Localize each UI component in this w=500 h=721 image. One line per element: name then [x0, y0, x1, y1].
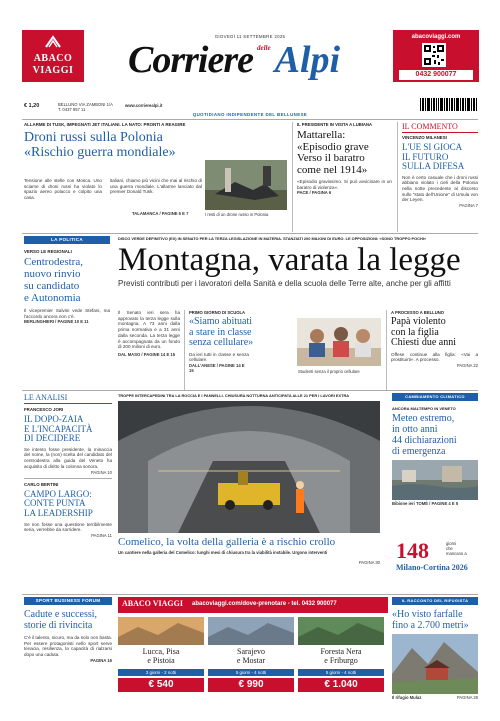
- ad-item-name-1: Foresta Nera: [320, 647, 362, 656]
- abaco-logo[interactable]: [22, 30, 84, 82]
- climate-byline: TOMÈ / PAGINE 4 E 5: [415, 501, 459, 506]
- politica-headline-3: su candidato: [24, 280, 80, 292]
- olympics-text-1: giorni: [446, 541, 457, 546]
- main-body: Il Senato ieri sera ha approvato la terza legge sulla montagna. A 73 anni dalla prima normativa e a 31 anni dalla seconda. La terza legge è accompagnata da un fondo di 200 milioni di euro.: [118, 310, 180, 350]
- sport-section[interactable]: [24, 597, 112, 715]
- analisi-headline-2c: LA LEADERSHIP: [24, 507, 93, 518]
- ad-item-name-1: Lucca, Pisa: [142, 647, 180, 656]
- president-headline-3: Verso il baratro: [297, 152, 365, 164]
- climate-section[interactable]: [392, 393, 478, 533]
- analisi-headline-1b: E L'INCAPACITÀ: [24, 423, 93, 434]
- politica-body: Il vicepremier Salvini vede Stefani, ma l'accordo ancora non c'è.: [24, 308, 110, 319]
- racconto-caption-row: [392, 695, 478, 701]
- qr-code-icon: [422, 43, 446, 67]
- main-kicker: DISCO VERDE DEFINITIVO (EX) IN SENATO PER LA TERZA LEGISLAZIONE IN MATERIA. STANZIATI 200 MILIONI DI EURO. LE OPPOSIZIONI: «SONO TROPPO POCHI»: [118, 236, 427, 241]
- newspaper-title: [128, 38, 368, 86]
- tunnel-kicker: TROPPE INTERCAPEDINI TRA LA ROCCIA E I PANNELLI. CHIUSURA NOTTURNA ANTICIPATA ALLE 21 PER I LAVORI EXTRA: [118, 393, 350, 398]
- process-headline-1: Papà violento: [391, 316, 446, 327]
- main-body-col: [118, 310, 180, 390]
- drone-caption: I resti di un drone russo in Polonia: [205, 212, 269, 217]
- politica-headline-2: nuovo rinvio: [24, 268, 81, 280]
- commento-headline-2: IL FUTURO: [402, 151, 449, 162]
- tunnel-caption: Un cantiere nella galleria del Comelico: lunghi mesi di chiusura tra la viabilità instabile. Urgono interventi: [118, 550, 328, 555]
- president-headline-1: Mattarella:: [297, 129, 346, 141]
- ad-item-photo: [298, 617, 384, 645]
- main-story[interactable]: [118, 236, 478, 306]
- divider-2: [22, 233, 478, 234]
- school-headline-1: «Siamo abituati: [189, 316, 253, 327]
- analisi-body-1: Se intento fosse presidente, la minaccia del nome, la (non) scelta del candidato del centrodestra alla guida del Veneto ha acquisito di diritto la colonna sonora.: [24, 446, 112, 469]
- sport-body: C'è il talento, sicuro, ma da solo non basta. Per essere protagonisti nello sport serve tenacia, resilienza, la capacità di rialzarsi dopo una caduta.: [24, 635, 112, 658]
- politica-byline: BERLINGHIERI / PAGINE 10 E 11: [24, 319, 89, 325]
- ad-item-days: 3 giorni - 2 notti: [118, 669, 204, 676]
- title-part-2: Alpi: [274, 39, 341, 81]
- commento-box[interactable]: [397, 122, 478, 232]
- politica-bar: LA POLITICA: [24, 236, 110, 244]
- ad-item-photo: [118, 617, 204, 645]
- racconto-headline-2: fino a 2.700 metri»: [392, 620, 469, 631]
- process-body: Offese continue alla figlia: «Vai a prostituirti». A processo.: [391, 351, 478, 363]
- lead-headline-2: «Rischio guerra mondiale»: [24, 145, 176, 160]
- ad-item-name-2: e Pistoia: [147, 655, 175, 665]
- analisi-headline-2b: CONTE PUNTA: [24, 498, 86, 509]
- analisi-page-2: PAGINA 11: [91, 532, 112, 538]
- lead-body-1: Tensione alle stelle con Mosca. Uno sciame di droni russi ha violato lo spazio aereo polacco e colpito una casa.: [24, 178, 102, 201]
- main-headline: Montagna, varata la legge: [118, 242, 461, 278]
- climate-headline-3: 44 dichiarazioni: [392, 435, 457, 446]
- school-caption: Studenti senza il proprio cellulare: [298, 369, 360, 374]
- ad-item-price: € 540: [118, 678, 204, 692]
- racconto-bar: IL RACCONTO DEL RIFUGISTA: [392, 597, 478, 605]
- climate-caption-name: Bibione ieri: [392, 501, 415, 506]
- president-headline-2: «Episodio grave: [297, 140, 369, 153]
- abaco-ad[interactable]: [118, 597, 388, 715]
- school-photo: [297, 318, 381, 366]
- analisi-page-1: PAGINA 10: [90, 469, 112, 475]
- olympics-counter[interactable]: [392, 538, 478, 588]
- analisi-divider: [24, 478, 112, 479]
- racconto-caption: Il rifugio Mulaz: [392, 695, 422, 700]
- president-byline: PACE / PAGINA 6: [297, 190, 332, 196]
- masthead-divider: [22, 119, 478, 120]
- title-part-1: Corriere: [128, 39, 253, 81]
- politica-section[interactable]: [24, 236, 110, 386]
- main-subhead: Previsti contributi per i lavoratori della Sanità e della scuola delle Terre alte, anche per gli affitti: [118, 279, 451, 288]
- tunnel-photo: [118, 401, 380, 533]
- school-article[interactable]: [184, 310, 294, 390]
- racconto-section[interactable]: [392, 597, 478, 715]
- climate-photo: [392, 460, 478, 500]
- climate-kicker: ANCORA MALTEMPO IN VENETO: [392, 406, 456, 411]
- divider-4: [22, 594, 478, 595]
- contact-line-2: T. 0437 957 11: [58, 107, 86, 112]
- commento-label: IL COMMENTO: [402, 122, 458, 131]
- process-article[interactable]: [386, 310, 478, 390]
- analisi-headline-1a: IL DOPO-ZAIA: [24, 414, 84, 424]
- ad-header: [118, 597, 388, 613]
- divider-3: [22, 390, 478, 391]
- lead-body-2: italiani, chiamo più vicini che mai al rischio di una guerra mondiale. L'allarme lanciato dal premier Donald Tusk.: [110, 178, 202, 195]
- title-part-small: delle: [257, 44, 271, 52]
- analisi-rule: [24, 403, 112, 404]
- school-body: Da ieri tutti in classe e senza cellulare.: [189, 351, 249, 363]
- ad-url[interactable]: abacoviaggi.com/dove-prenotare - tel. 0432 900077: [192, 601, 337, 607]
- politica-headline-1: Centrodestra,: [24, 256, 83, 268]
- ad-item-price: € 990: [208, 678, 294, 692]
- school-kicker: PRIMO GIORNO DI SCUOLA: [189, 310, 246, 315]
- climate-caption: [392, 501, 478, 506]
- ad-item-name-1: Sarajevo: [237, 647, 265, 656]
- sport-byline: PAGINA 16: [90, 657, 112, 663]
- abaco-site: abacoviaggi.com: [411, 34, 461, 40]
- ad-items: [118, 613, 388, 715]
- abaco-logo-text-1: ABACO: [33, 53, 73, 64]
- racconto-photo: [392, 634, 478, 694]
- tunnel-page: PAGINA 30: [358, 560, 380, 565]
- president-article[interactable]: [292, 122, 392, 232]
- process-kicker: A PROCESSO A BELLUNO: [391, 310, 445, 315]
- abaco-logo-mark-icon: [44, 35, 62, 49]
- main-byline: DAL MASO / PAGINE 14 E 15: [118, 351, 176, 357]
- process-page: PAGINA 22: [456, 362, 478, 368]
- commento-rule: [402, 132, 478, 133]
- sport-bar: SPORT BUSINESS FORUM: [24, 597, 112, 605]
- ad-item-name-2: e Mostar: [236, 655, 266, 665]
- ad-item[interactable]: [298, 617, 384, 713]
- olympics-event: Milano-Cortina 2026: [396, 563, 468, 572]
- drone-photo: [205, 160, 287, 210]
- contact-line-1: BELLUNO VIA ZAMBONI 1/A: [58, 102, 113, 107]
- barcode-icon: [420, 98, 478, 114]
- olympics-number: 148: [396, 538, 429, 563]
- ad-item-name-2: e Friburgo: [324, 655, 358, 665]
- abaco-logo-text-2: VIAGGI: [32, 65, 74, 76]
- commento-page: PAGINA 7: [459, 203, 478, 209]
- school-headline-2: a stare in classe: [189, 326, 252, 338]
- commento-body: Non è certo casuale che i droni russi abbiano violato i cieli della Polonia nella notte precedente al discorso sullo "stato dell'Unione" di Ursula von der Leyen.: [402, 174, 478, 203]
- politica-kicker: VERSO LE REGIONALI: [24, 249, 72, 254]
- school-headline-3: senza cellulare»: [189, 337, 254, 348]
- olympics-text-2: che: [446, 546, 453, 551]
- analisi-author-1: FRANCESCO JORI: [24, 407, 64, 412]
- analisi-label: LE ANALISI: [24, 393, 68, 402]
- analisi-section[interactable]: [24, 393, 112, 593]
- climate-headline-4: di emergenza: [392, 446, 446, 457]
- abaco-phone: 0432 900077: [399, 70, 473, 80]
- olympics-text-3: mancano a: [446, 551, 467, 556]
- climate-headline-2: in otto anni: [392, 424, 438, 435]
- sport-headline-2: storie di rivincita: [24, 620, 93, 631]
- commento-headline-3: SULLA DIFESA: [402, 161, 465, 171]
- price: € 1,20: [24, 103, 40, 109]
- analisi-body-2: Se non fosse una questione terribilmente seria, verrebbe da sorridere.: [24, 521, 112, 533]
- website-link[interactable]: www.corrierealpi.it: [125, 103, 163, 108]
- analisi-headline-1c: DI DECIDERE: [24, 433, 81, 444]
- tunnel-headline: Comelico, la volta della galleria è a rischio crollo: [118, 536, 336, 548]
- ad-logo: ABACO VIAGGI: [122, 599, 183, 608]
- racconto-headline-1: «Ho visto farfalle: [392, 609, 463, 620]
- analisi-headline-2a: CAMPO LARGO:: [24, 488, 92, 499]
- climate-bar: CAMBIAMENTO CLIMATICO: [392, 393, 478, 401]
- sport-headline-1: Cadute e successi,: [24, 609, 98, 620]
- lead-kicker: ALLARME DI TUSK, IMPEGNATI JET ITALIANI. LA NATO: PRONTI A REAGIRE: [24, 122, 186, 127]
- abaco-ad-box[interactable]: [393, 30, 479, 82]
- tagline-bar: [120, 112, 380, 118]
- ad-item-price: € 1.040: [298, 678, 384, 692]
- ad-item-photo: [208, 617, 294, 645]
- climate-headline-1: Meteo estremo,: [392, 413, 455, 424]
- politica-headline-4: e Autonomia: [24, 292, 81, 304]
- masthead: [0, 0, 500, 118]
- process-headline-3: Chiesti due anni: [391, 337, 456, 348]
- president-kicker: IL PRESIDENTE IN VISITA A LUBIANA: [297, 122, 372, 127]
- issue-date: GIOVEDÌ 11 SETTEMBRE 2025: [214, 34, 286, 39]
- commento-headline-1: L'UE SI GIOCA: [402, 142, 463, 152]
- president-body: «Episodio gravissimo. Si può avvicinare in un baratro di violenza».: [297, 179, 392, 190]
- ad-item[interactable]: [208, 617, 294, 713]
- ad-item[interactable]: [118, 617, 204, 713]
- ad-item-days: 5 giorni - 4 notti: [298, 669, 384, 676]
- lead-headline-1: Droni russi sulla Polonia: [24, 130, 163, 145]
- tunnel-article[interactable]: [118, 393, 388, 593]
- commento-author: VINCENZO MILANESI: [402, 135, 447, 140]
- ad-item-days: 5 giorni - 4 notti: [208, 669, 294, 676]
- tagline: QUOTIDIANO INDIPENDENTE DEL BELLUNESE: [192, 112, 308, 117]
- racconto-page: PAGINA 28: [456, 695, 478, 700]
- process-headline-2: con la figlia: [391, 326, 439, 338]
- lead-byline: TALAMANCA / PAGINE 6 E 7: [132, 211, 189, 216]
- analisi-author-2: CARLO BERTINI: [24, 481, 59, 487]
- school-byline: DALL'ANESE / PAGINE 14 E 15: [189, 362, 245, 374]
- president-headline-4: come nel 1914»: [297, 163, 368, 176]
